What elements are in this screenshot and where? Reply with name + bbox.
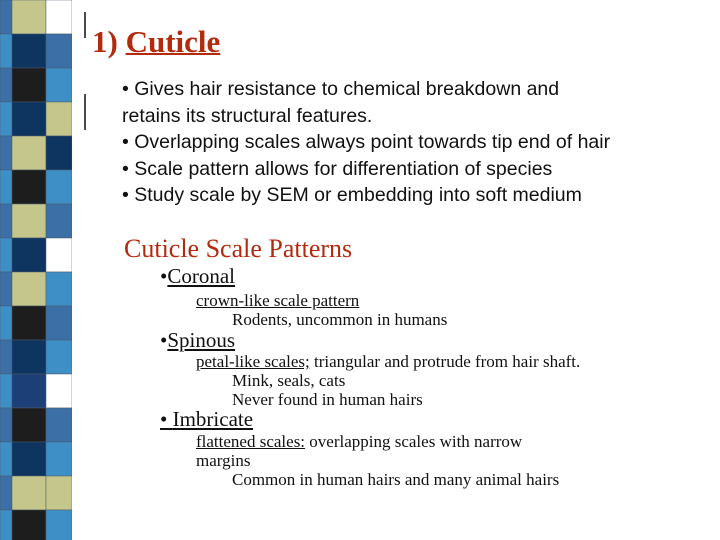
stripe-tile [12, 170, 46, 204]
stripe-tile [0, 510, 12, 540]
stripe-tile [0, 340, 12, 374]
pattern-description-coronal: crown-like scale pattern [196, 291, 360, 310]
pattern-note: Never found in human hairs [232, 390, 423, 409]
stripe-tile [46, 510, 72, 540]
stripe-tile [46, 408, 72, 442]
pattern-heading-coronal: •Coronal [160, 264, 236, 288]
bullet-list [122, 76, 610, 209]
bullet-line: retains its structural features. [122, 104, 373, 127]
stripe-tile [46, 34, 72, 68]
stripe-tile [12, 510, 46, 540]
pattern-heading-spinous: •Spinous [160, 328, 236, 352]
stripe-tile [46, 238, 72, 272]
pattern-note: Rodents, uncommon in humans [232, 310, 448, 329]
bullet-line: • Overlapping scales always point towards tip end of hair [122, 131, 611, 153]
stripe-tile [0, 136, 12, 170]
stripe-tile [46, 374, 72, 408]
pattern-description-spinous: petal-like scales; triangular and protrude from hair shaft. [196, 352, 581, 371]
stripe-tile [12, 68, 46, 102]
stripe-tile [0, 272, 12, 306]
stripe-tile [46, 68, 72, 102]
pattern-heading-imbricate: • Imbricate [160, 407, 254, 431]
stripe-tile [46, 442, 72, 476]
stripe-tile [46, 306, 72, 340]
stripe-tile [0, 476, 12, 510]
stripe-tile [12, 136, 46, 170]
stripe-tile [12, 34, 46, 68]
pattern-note: Common in human hairs and many animal hairs [232, 470, 560, 489]
accent-tick [84, 12, 86, 38]
stripe-tile [0, 170, 12, 204]
stripe-tile [0, 408, 12, 442]
stripe-tile [12, 476, 46, 510]
stripe-tile [46, 340, 72, 374]
slide-title: 1) Cuticle [92, 24, 221, 59]
stripe-tile [46, 170, 72, 204]
stripe-tile [0, 442, 12, 476]
pattern-note: Mink, seals, cats [232, 371, 346, 390]
stripe-tile [0, 0, 12, 34]
stripe-tile [12, 0, 46, 34]
stripe-tile [12, 340, 46, 374]
stripe-tile [46, 136, 72, 170]
stripe-tile [12, 272, 46, 306]
stripe-tile [46, 0, 72, 34]
slide-title-word: Cuticle [125, 24, 221, 59]
pattern-description-continuation: margins [196, 451, 251, 470]
stripe-tile [0, 34, 12, 68]
stripe-tile [0, 68, 12, 102]
bullet-line: • Study scale by SEM or embedding into soft medium [122, 184, 582, 206]
bullet-line: • Scale pattern allows for differentiation of species [122, 157, 553, 180]
stripe-tile [0, 306, 12, 340]
decorative-side-stripe [0, 0, 72, 540]
pattern-description-imbricate: flattened scales: overlapping scales with narrow [196, 432, 523, 451]
stripe-tile [46, 204, 72, 238]
bullet-line: • Gives hair resistance to chemical breakdown and [122, 78, 560, 100]
stripe-tile [12, 306, 46, 340]
stripe-tile [12, 102, 46, 136]
section-heading: Cuticle Scale Patterns [124, 234, 353, 263]
stripe-tile [46, 102, 72, 136]
accent-tick [84, 94, 86, 130]
stripe-tile [46, 476, 72, 510]
stripe-tile [0, 374, 12, 408]
stripe-tile [12, 408, 46, 442]
stripe-tile [46, 272, 72, 306]
stripe-tile [0, 204, 12, 238]
stripe-tile [12, 442, 46, 476]
stripe-tile [12, 204, 46, 238]
stripe-tile [0, 238, 12, 272]
stripe-tile [0, 102, 12, 136]
stripe-tile [12, 374, 46, 408]
stripe-tile [12, 238, 46, 272]
